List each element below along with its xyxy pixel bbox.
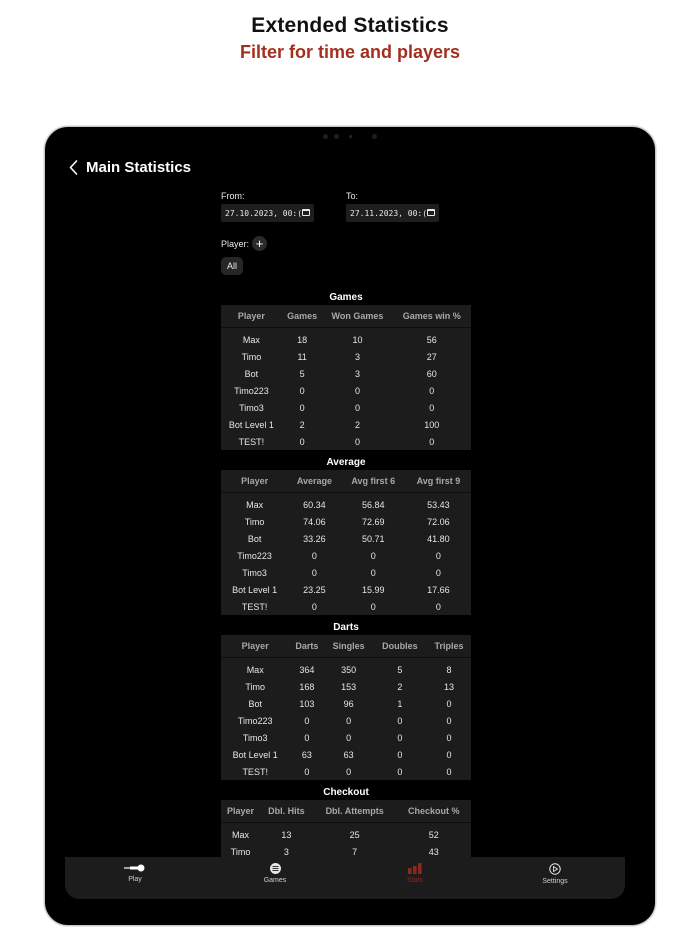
cell: 1 <box>397 698 403 709</box>
column-header: Dbl. Hits <box>260 800 313 822</box>
cell: 43 <box>428 846 439 857</box>
cell: 0 <box>304 715 310 726</box>
from-date-input[interactable] <box>221 204 314 222</box>
table-row <box>221 433 471 450</box>
column-header: Avg first 6 <box>341 470 406 492</box>
darts-section-title: Darts <box>333 622 359 633</box>
cell: 0 <box>311 601 317 612</box>
cell: 0 <box>299 385 305 396</box>
tab-games[interactable] <box>205 857 345 899</box>
table-row <box>221 763 471 780</box>
cell: 0 <box>299 436 305 447</box>
average-section-title: Average <box>326 457 366 468</box>
cell: 63 <box>343 749 354 760</box>
cell: 0 <box>304 766 310 777</box>
back-button[interactable] <box>69 159 191 176</box>
player-chip-all[interactable]: All <box>221 257 243 275</box>
column-header: Checkout % <box>397 800 471 822</box>
cell: 56.84 <box>361 499 385 510</box>
cell: 0 <box>446 766 452 777</box>
column-header: Player <box>221 635 289 657</box>
cell: 0 <box>304 732 310 743</box>
cell-player: Timo3 <box>242 567 267 578</box>
cell: 72.06 <box>427 516 450 527</box>
cell-player: Max <box>246 499 264 510</box>
nav-title: Main Statistics <box>86 159 192 176</box>
cell: 0 <box>346 766 352 777</box>
table-row <box>221 564 471 581</box>
cell: 0 <box>435 601 441 612</box>
table-row <box>221 492 471 513</box>
cell: 350 <box>341 664 357 675</box>
cell-player: Timo <box>241 351 262 362</box>
table-row <box>221 327 471 348</box>
app-screen <box>45 127 655 925</box>
gear-icon <box>549 863 561 875</box>
cell: 3 <box>354 351 360 362</box>
tab-label: Stats <box>407 877 423 884</box>
tab-stats[interactable] <box>345 857 485 899</box>
cell-player: TEST! <box>241 601 268 612</box>
cell-player: Max <box>242 334 260 345</box>
cell: 60.34 <box>303 499 326 510</box>
cell-player: TEST! <box>242 766 268 777</box>
cell: 96 <box>343 698 354 709</box>
tab-label: Games <box>263 877 287 884</box>
cell: 153 <box>341 681 357 692</box>
column-header: Singles <box>324 635 373 657</box>
cell: 168 <box>299 681 315 692</box>
tab-settings[interactable] <box>485 857 625 899</box>
column-header: Won Games <box>322 305 392 327</box>
cell-player: Timo <box>230 846 251 857</box>
cell: 63 <box>301 749 312 760</box>
cell: 0 <box>346 732 352 743</box>
tab-label: Settings <box>542 878 568 885</box>
player-label: Player: <box>221 238 250 249</box>
cell-player: Bot Level 1 <box>232 749 278 760</box>
cell: 3 <box>354 368 360 379</box>
table-row <box>221 513 471 530</box>
column-header: Games win % <box>393 305 471 327</box>
to-label: To: <box>346 191 359 201</box>
column-header: Doubles <box>373 635 427 657</box>
table-row <box>221 729 471 746</box>
cell: 72.69 <box>361 516 385 527</box>
games-section-title: Games <box>329 292 363 303</box>
cell: 15.99 <box>361 584 385 595</box>
cell: 56 <box>426 334 437 345</box>
table-row <box>221 712 471 729</box>
cell: 0 <box>354 385 360 396</box>
from-label: From: <box>221 191 245 201</box>
cell: 41.80 <box>427 533 450 544</box>
cell-player: Max <box>246 664 264 675</box>
cell: 25 <box>349 829 360 840</box>
table-row <box>221 746 471 763</box>
darts-table <box>221 635 471 780</box>
cell: 0 <box>446 715 452 726</box>
cell: 0 <box>397 715 403 726</box>
cell: 0 <box>370 567 376 578</box>
column-header: Darts <box>289 635 324 657</box>
cell: 23.25 <box>303 584 326 595</box>
cell: 364 <box>299 664 315 675</box>
tab-label: Play <box>128 876 142 883</box>
cell: 0 <box>299 402 305 413</box>
cell: 0 <box>397 766 403 777</box>
cell: 2 <box>397 681 403 692</box>
plus-icon: + <box>255 236 264 251</box>
cell-player: Timo223 <box>237 550 272 561</box>
cell: 2 <box>299 419 305 430</box>
table-row <box>221 657 471 678</box>
column-header: Dbl. Attempts <box>313 800 397 822</box>
tab-play[interactable] <box>65 857 205 899</box>
column-header: Player <box>221 305 282 327</box>
cell: 13 <box>281 829 292 840</box>
cell: 0 <box>370 601 376 612</box>
cell-player: Timo <box>244 516 265 527</box>
column-header: Player <box>221 470 288 492</box>
cell: 103 <box>299 698 315 709</box>
cell: 0 <box>429 385 435 396</box>
column-header: Average <box>288 470 340 492</box>
column-header: Avg first 9 <box>406 470 471 492</box>
cell: 0 <box>354 402 360 413</box>
games-table <box>221 305 471 450</box>
cell-player: TEST! <box>238 436 265 447</box>
column-header: Games <box>282 305 323 327</box>
cell: 0 <box>446 749 452 760</box>
cell-player: Bot Level 1 <box>228 419 274 430</box>
checkout-section-title: Checkout <box>323 787 369 798</box>
cell: 10 <box>352 334 363 345</box>
calendar-icon[interactable] <box>427 209 435 216</box>
table-row <box>221 581 471 598</box>
dart-icon <box>124 863 146 873</box>
cell: 0 <box>311 567 317 578</box>
cell-player: Bot <box>247 533 262 544</box>
table-row <box>221 399 471 416</box>
cell: 8 <box>446 664 452 675</box>
list-icon <box>270 863 281 874</box>
cell-player: Timo3 <box>239 402 264 413</box>
cell: 5 <box>299 368 305 379</box>
cell: 5 <box>397 664 403 675</box>
tablet-frame <box>44 126 656 926</box>
player-filter-row <box>221 236 471 251</box>
cell: 60 <box>426 368 437 379</box>
cell-player: Timo3 <box>242 732 268 743</box>
promo-title: Extended Statistics <box>251 14 449 37</box>
cell: 0 <box>435 550 441 561</box>
cell: 0 <box>346 715 352 726</box>
cell: 3 <box>283 846 289 857</box>
cell: 0 <box>435 567 441 578</box>
table-row <box>221 382 471 399</box>
to-date-value: 27.11.2023, 00:( <box>350 208 428 218</box>
cell: 53.43 <box>427 499 450 510</box>
calendar-icon[interactable] <box>302 209 310 216</box>
cell: 11 <box>297 351 307 362</box>
table-row <box>221 530 471 547</box>
cell: 50.71 <box>361 533 385 544</box>
cell: 0 <box>354 436 360 447</box>
table-row <box>221 822 471 843</box>
cell: 13 <box>443 681 454 692</box>
cell: 17.66 <box>427 584 450 595</box>
table-row <box>221 695 471 712</box>
cell: 0 <box>429 436 435 447</box>
table-row <box>221 598 471 615</box>
table-row <box>221 547 471 564</box>
cell: 33.26 <box>303 533 326 544</box>
cell: 0 <box>397 732 403 743</box>
cell: 7 <box>352 846 358 857</box>
statistics-content <box>221 191 471 860</box>
cell: 18 <box>297 334 308 345</box>
cell: 74.06 <box>303 516 326 527</box>
from-date-value: 27.10.2023, 00:( <box>225 208 303 218</box>
cell-player: Max <box>231 829 249 840</box>
bar-chart-icon <box>408 863 422 874</box>
cell: 100 <box>424 419 440 430</box>
to-date-input[interactable] <box>346 204 439 222</box>
promo-subtitle: Filter for time and players <box>239 42 461 62</box>
date-filter-row <box>221 191 471 222</box>
cell-player: Timo <box>245 681 266 692</box>
column-header: Triples <box>427 635 471 657</box>
cell-player: Bot Level 1 <box>232 584 278 595</box>
cell-player: Bot <box>248 698 262 709</box>
average-table <box>221 470 471 615</box>
table-row <box>221 348 471 365</box>
table-row <box>221 678 471 695</box>
cell: 0 <box>446 732 452 743</box>
cell: 27 <box>426 351 437 362</box>
cell: 0 <box>397 749 403 760</box>
cell: 0 <box>311 550 317 561</box>
cell: 0 <box>429 402 435 413</box>
column-header: Player <box>221 800 260 822</box>
checkout-table <box>221 800 471 860</box>
cell: 52 <box>428 829 439 840</box>
chevron-left-icon <box>69 160 78 175</box>
cell: 0 <box>370 550 376 561</box>
table-row <box>221 416 471 433</box>
cell: 0 <box>446 698 452 709</box>
cell-player: Timo223 <box>237 715 273 726</box>
table-row <box>221 365 471 382</box>
cell: 2 <box>354 419 360 430</box>
tab-bar <box>65 857 625 899</box>
cell-player: Timo223 <box>234 385 269 396</box>
cell-player: Bot <box>244 368 259 379</box>
add-player-button[interactable] <box>252 236 267 251</box>
